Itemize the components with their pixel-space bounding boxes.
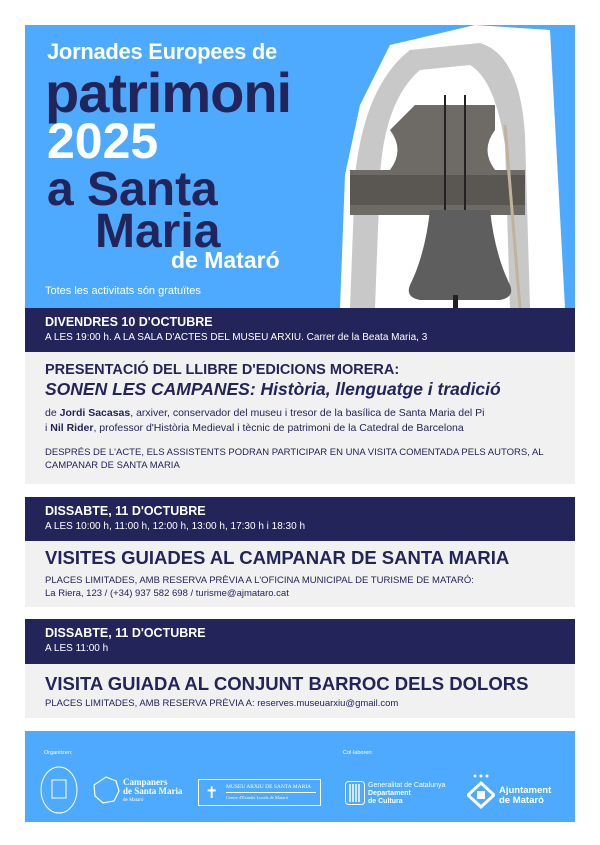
collaborators-label: Col·laboren:	[343, 750, 373, 756]
event-note: PLACES LIMITADES, AMB RESERVA PRÈVIA A L'OFICINA MUNICIPAL DE TURISME DE MATARÓ:	[45, 575, 474, 586]
campaners-l2: de Santa Maria	[123, 786, 183, 796]
museu-arxiu-logo	[198, 779, 321, 806]
generalitat-l2: Departament	[368, 790, 411, 797]
campaners-l3: de Mataró	[123, 798, 144, 803]
title-a-santa: a Santa	[47, 163, 218, 216]
ajuntament-logo	[499, 786, 551, 806]
title-patrimoni: patrimoni	[45, 61, 292, 124]
museu-l1: MUSEU ARXIU DE SANTA MARIA	[226, 784, 316, 793]
ajuntament-l2: de Mataró	[499, 795, 544, 806]
sponsors-footer	[25, 731, 575, 822]
event-date: DISSABTE, 11 D'OCTUBRE	[45, 626, 206, 640]
event-date: DISSABTE, 11 D'OCTUBRE	[45, 504, 206, 518]
cross-icon: ✝	[205, 785, 219, 802]
event-3-panel	[25, 664, 575, 718]
author-1-desc: , arxiver, conservador del museu i tresor de la basílica de Santa Maria del Pi	[130, 407, 485, 419]
ajuntament-logo-icon	[467, 773, 495, 809]
subtitle: Jornades Europees de	[47, 39, 277, 64]
campaners-l1: Campaners	[123, 777, 168, 787]
free-note: Totes les activitats són gratuïtes	[45, 285, 201, 297]
ajuntament-l1: Ajuntament	[499, 785, 552, 796]
author-1: Jordi Sacasas	[59, 407, 131, 419]
event-title: VISITES GUIADES AL CAMPANAR DE SANTA MARIA	[45, 547, 510, 568]
title-de-mataro: de Mataró	[171, 247, 280, 273]
title-year: 2025	[47, 113, 159, 169]
event-details: A LES 19:00 h. A LA SALA D'ACTES DEL MUSEU ARXIU. Carrer de la Beata Maria, 3	[45, 332, 428, 343]
book-subtitle: : Història, llenguatge i tradició	[249, 379, 501, 399]
title-maria: Maria	[95, 205, 221, 258]
book-name: SONEN LES CAMPANES	[45, 379, 250, 399]
event-details: A LES 11:00 h	[45, 643, 109, 654]
event-2-panel	[25, 541, 575, 607]
bell-tower-photo	[320, 25, 575, 308]
event-1-date-bar	[25, 308, 575, 352]
campaners-logo-icon	[91, 775, 121, 805]
author-2-desc: , professor d'Història Medieval i tècnic de patrimoni de la Catedral de Barcelona	[93, 422, 464, 434]
event-book-title	[45, 379, 555, 400]
authors-text	[45, 406, 555, 436]
event-3-date-bar	[25, 619, 575, 664]
and-text: i	[45, 422, 51, 434]
campaners-logo	[123, 778, 183, 805]
event-title-pre: PRESENTACIÓ DEL LLIBRE D'EDICIONS MORERA:	[45, 362, 400, 378]
event-contact: La Riera, 123 / (+34) 937 582 698 / turisme@ajmataro.cat	[45, 588, 289, 599]
by-text: de	[45, 407, 60, 419]
generalitat-logo-icon	[345, 781, 365, 805]
event-note: PLACES LIMITADES, AMB RESERVA PRÈVIA A: reserves.museuarxiu@gmail.com	[45, 698, 399, 709]
generalitat-logo	[368, 782, 445, 806]
generalitat-l1: Generalitat de Catalunya	[368, 782, 446, 789]
event-2-date-bar	[25, 497, 575, 541]
museu-l2: Centre d'Estudis Locals de Mataró	[226, 795, 289, 800]
event-date: DIVENDRES 10 D'OCTUBRE	[45, 315, 213, 329]
generalitat-l3: de Cultura	[368, 798, 403, 805]
parish-seal-logo	[40, 766, 78, 814]
event-title: VISITA GUIADA AL CONJUNT BARROC DELS DOLORS	[45, 673, 529, 694]
organizers-label: Organitzen:	[44, 750, 73, 756]
poster-header	[25, 25, 575, 308]
event-1-panel	[25, 352, 575, 484]
author-2: Nil Rider	[50, 422, 94, 434]
event-details: A LES 10:00 h, 11:00 h, 12:00 h, 13:00 h, 17:30 h i 18:30 h	[45, 521, 306, 532]
event-note: DESPRÉS DE L'ACTE, ELS ASSISTENTS PODRAN PARTICIPAR EN UNA VISITA COMENTADA PELS AUTORS, AL CAMPANAR DE SANTA MARIA	[45, 447, 544, 471]
